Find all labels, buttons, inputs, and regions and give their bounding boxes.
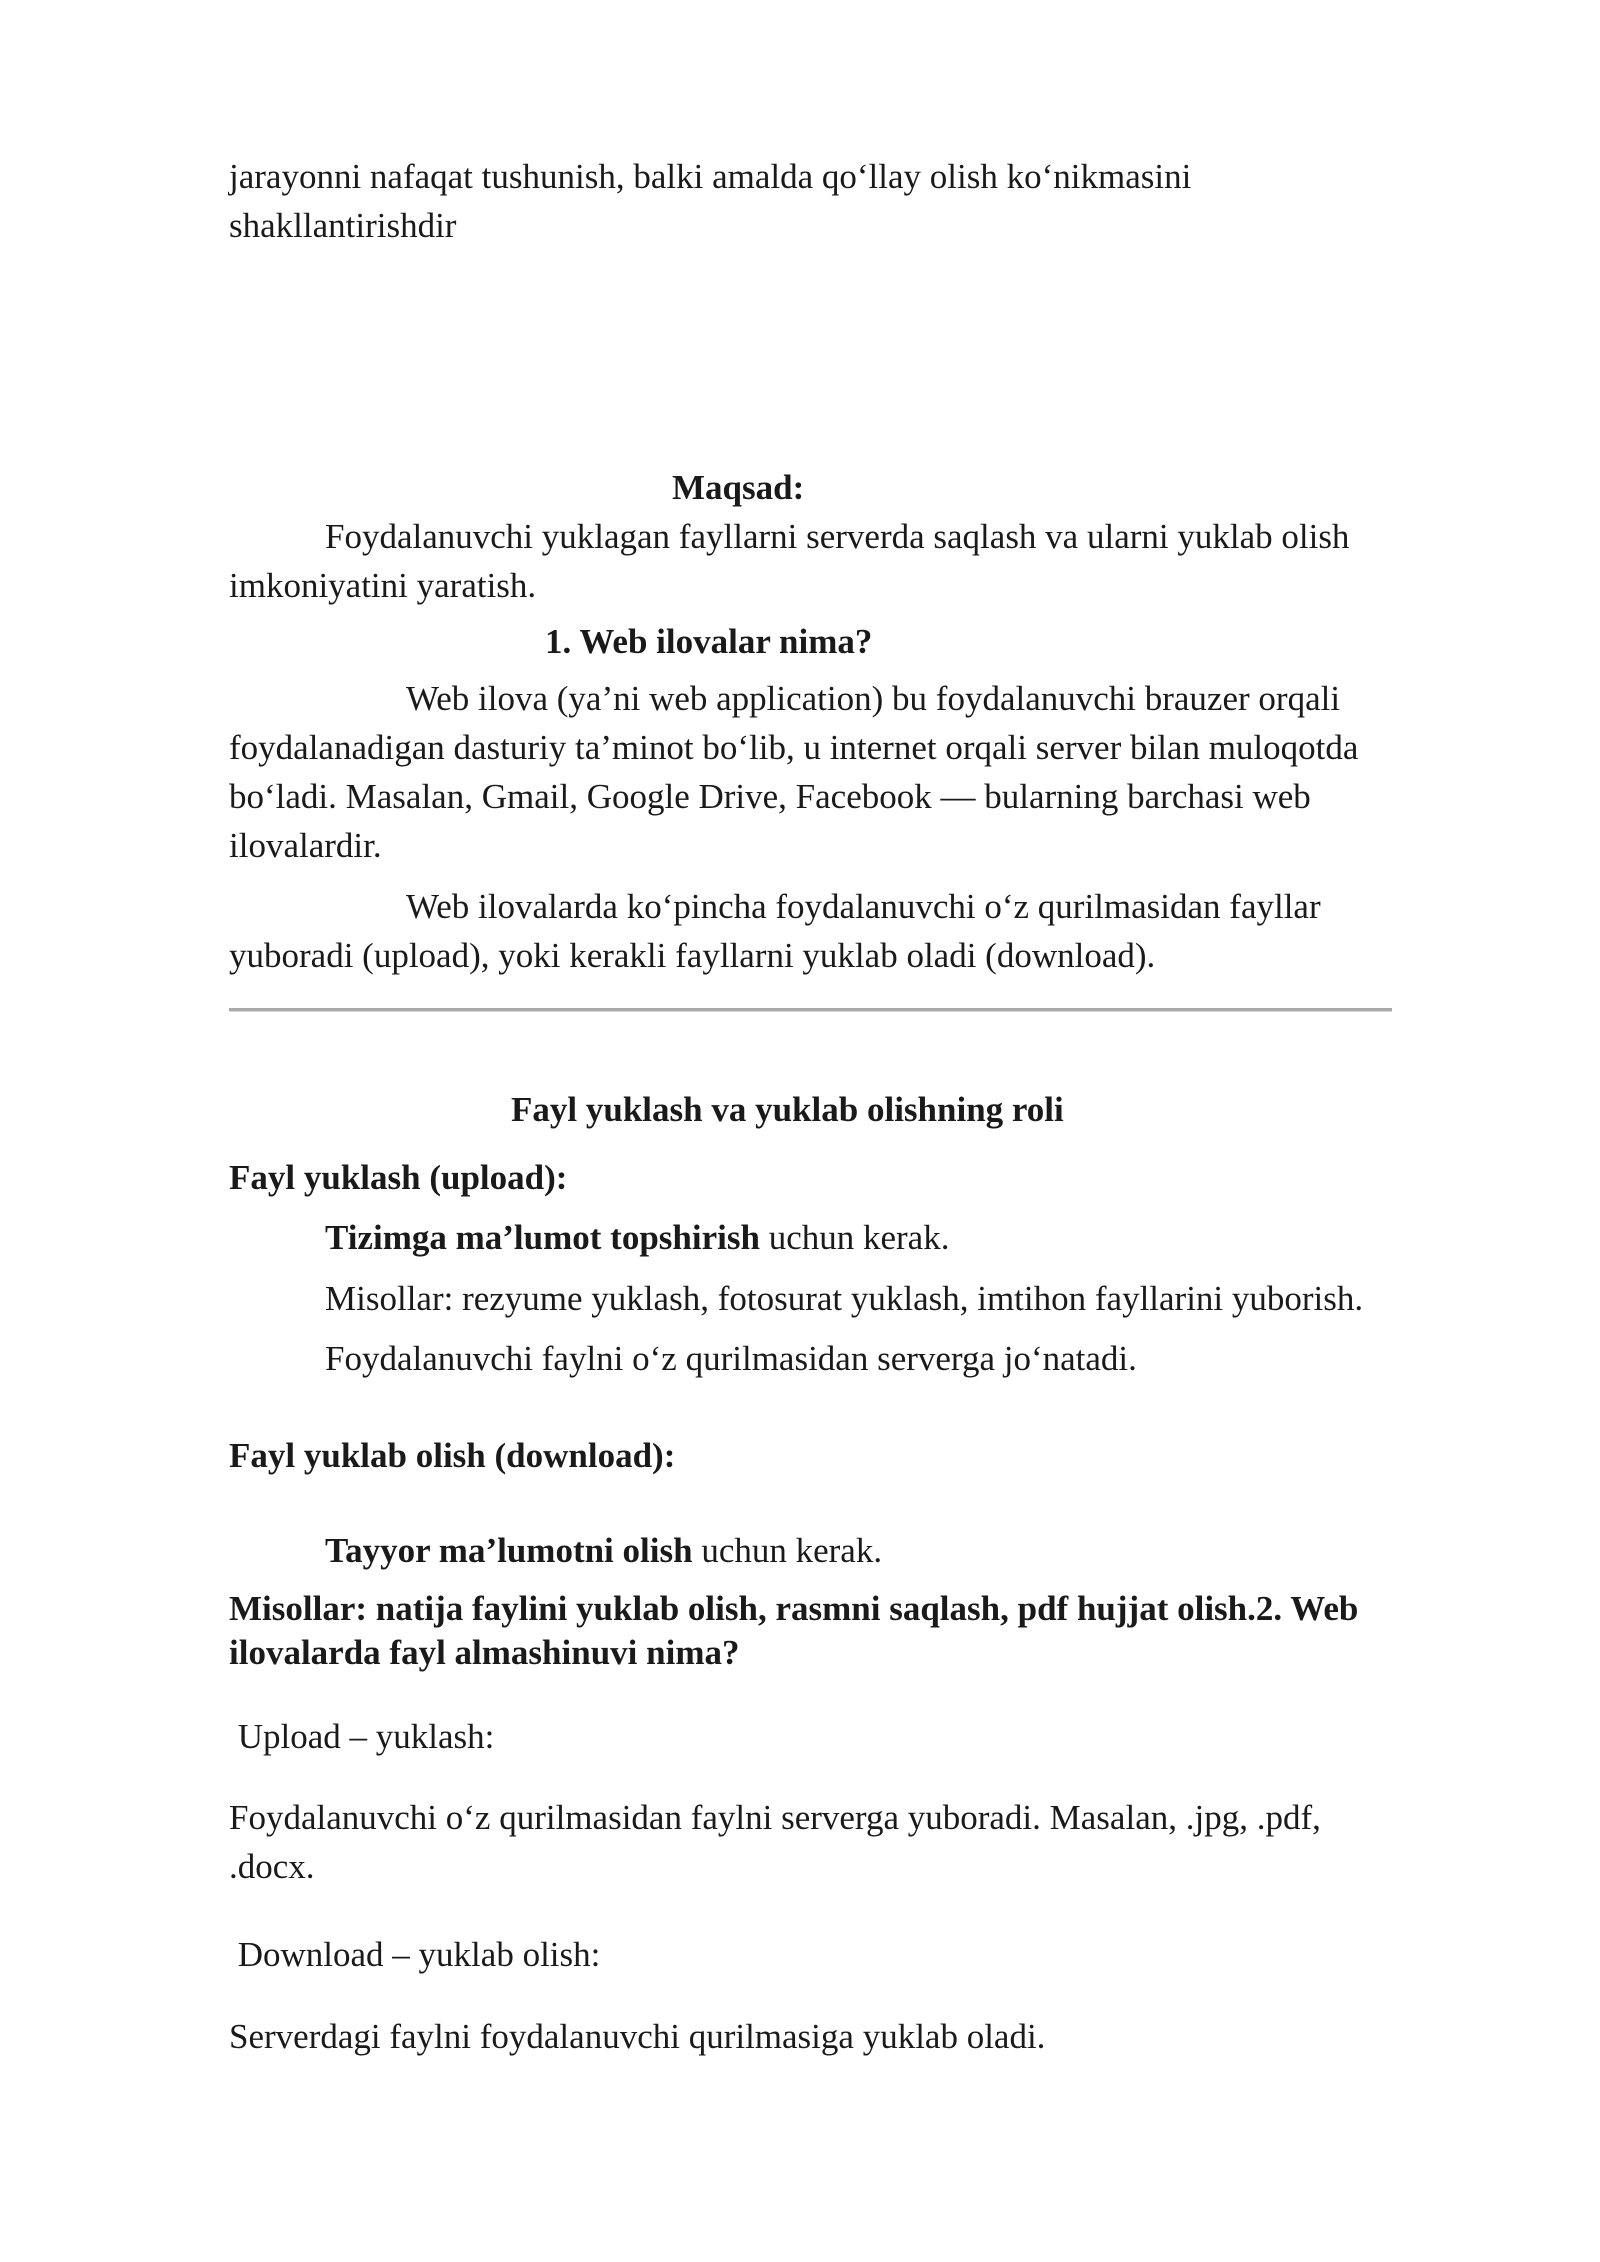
download-heading: Fayl yuklab olish (download): (229, 1436, 676, 1475)
intro-line-1: jarayonni nafaqat tushunish, balki amalda qo‘llay olish ko‘nikmasini (229, 157, 1192, 196)
horizontal-divider (229, 1008, 1392, 1012)
section1-p1-line-3: bo‘ladi. Masalan, Gmail, Google Drive, Facebook — bularning barchasi web (229, 777, 1311, 816)
section1-heading: 1. Web ilovalar nima? (545, 622, 873, 661)
role-heading: Fayl yuklash va yuklab olishning roli (511, 1090, 1064, 1129)
upload-heading: Fayl yuklash (upload): (229, 1158, 568, 1197)
section1-p1-line-2: foydalanadigan dasturiy ta’minot bo‘lib, u internet orqali server bilan muloqotda (229, 728, 1359, 767)
upload-item-1 (325, 1213, 949, 1263)
exchange-download-desc: Serverdagi faylni foydalanuvchi qurilmasiga yuklab oladi. (229, 2017, 1046, 2056)
section1-p2-line-2: yuboradi (upload), yoki kerakli fayllarni yuklab oladi (download). (229, 936, 1156, 975)
exchange-upload-label: Upload – yuklash: (229, 1717, 495, 1756)
section1-p2-line-1: Web ilovalarda ko‘pincha foydalanuvchi o‘z qurilmasidan fayllar (406, 887, 1321, 926)
goal-line-1: Foydalanuvchi yuklagan fayllarni serverda saqlash va ularni yuklab olish (325, 517, 1350, 556)
section1-p1-line-4: ilovalardir. (229, 826, 382, 865)
upload-item-1-rest: uchun kerak. (759, 1218, 950, 1257)
download-item-1-rest: uchun kerak. (692, 1531, 883, 1570)
exchange-download-label: Download – yuklab olish: (229, 1935, 601, 1974)
exchange-upload-desc-line-2: .docx. (229, 1847, 315, 1886)
upload-item-1-bold: Tizimga ma’lumot topshirish (325, 1218, 760, 1257)
download-examples-line-2: ilovalarda fayl almashinuvi nima? (229, 1633, 740, 1672)
download-item-1 (325, 1526, 882, 1576)
exchange-upload-desc-line-1: Foydalanuvchi o‘z qurilmasidan faylni serverga yuboradi. Masalan, .jpg, .pdf, (229, 1798, 1321, 1837)
goal-line-2: imkoniyatini yaratish. (229, 566, 537, 605)
intro-line-2: shakllantirishdir (229, 206, 457, 245)
download-item-1-bold: Tayyor ma’lumotni olish (325, 1531, 693, 1570)
goal-heading: Maqsad: (672, 468, 805, 507)
download-examples-line-1: Misollar: natija faylini yuklab olish, rasmni saqlash, pdf hujjat olish.2. Web (229, 1589, 1359, 1628)
upload-item-3: Foydalanuvchi faylni o‘z qurilmasidan serverga jo‘natadi. (325, 1339, 1137, 1378)
upload-item-2: Misollar: rezyume yuklash, fotosurat yuklash, imtihon fayllarini yuborish. (325, 1279, 1364, 1318)
section1-p1-line-1: Web ilova (ya’ni web application) bu foydalanuvchi brauzer orqali (406, 679, 1341, 718)
